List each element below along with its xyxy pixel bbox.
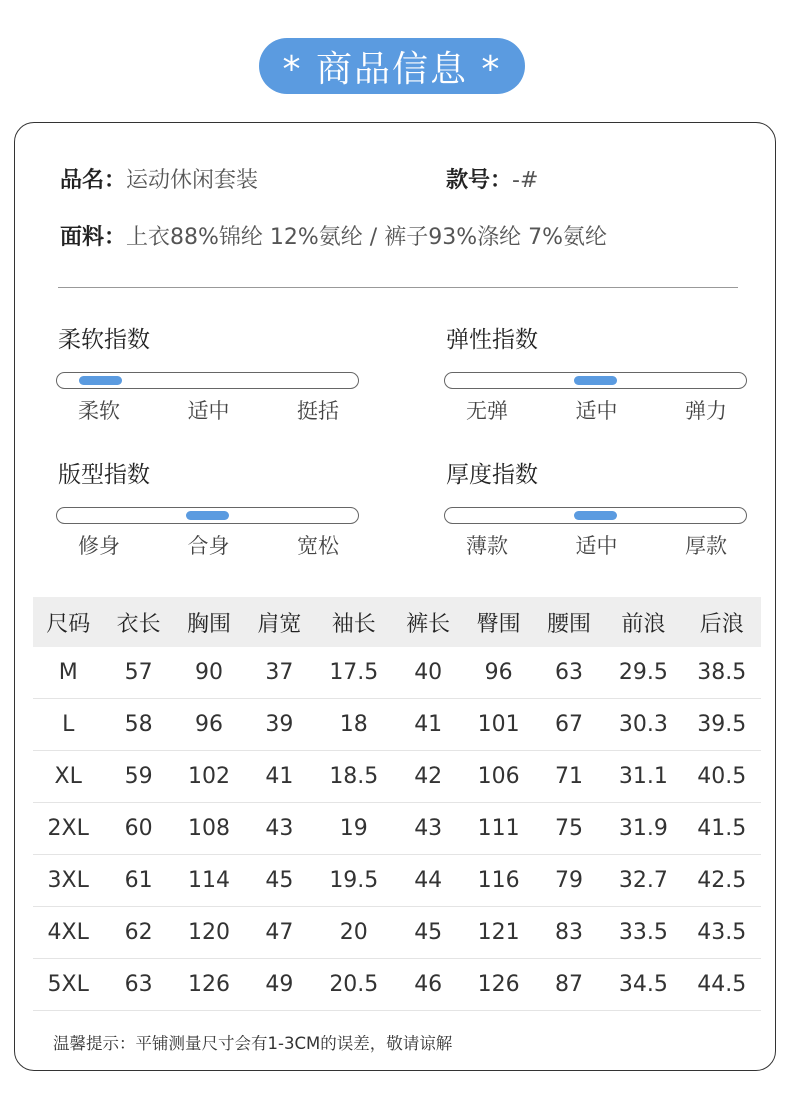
header-cell: 前浪: [604, 597, 682, 647]
table-cell: 62: [103, 907, 173, 959]
index-track: [56, 507, 359, 524]
softness-index: [56, 321, 361, 425]
table-cell: 108: [174, 803, 244, 855]
divider: [58, 287, 738, 288]
index-label-mid: 适中: [575, 399, 618, 423]
fabric-row: [60, 220, 607, 251]
index-label-high: 宽松: [297, 534, 339, 558]
header-cell: 后浪: [683, 597, 761, 647]
size-cell: XL: [33, 751, 103, 803]
section-title: * 商品信息 *: [259, 38, 525, 94]
table-cell: 32.7: [604, 855, 682, 907]
header-cell: 胸围: [174, 597, 244, 647]
index-knob: [79, 376, 122, 385]
size-cell: 2XL: [33, 803, 103, 855]
index-name: 厚度指数: [446, 462, 538, 488]
table-cell: 101: [463, 699, 533, 751]
header-cell: 臀围: [463, 597, 533, 647]
table-cell: 20.5: [315, 959, 393, 1011]
product-name-value: 运动休闲套装: [126, 168, 259, 193]
table-cell: 71: [534, 751, 604, 803]
table-cell: 79: [534, 855, 604, 907]
product-code-row: [446, 163, 538, 194]
index-label-mid: 适中: [187, 399, 230, 423]
table-cell: 43: [244, 803, 314, 855]
index-label-high: 厚款: [685, 534, 727, 558]
table-cell: 44.5: [683, 959, 761, 1011]
table-cell: 41.5: [683, 803, 761, 855]
size-cell: L: [33, 699, 103, 751]
table-cell: 19.5: [315, 855, 393, 907]
table-cell: 57: [103, 647, 173, 699]
table-cell: 114: [174, 855, 244, 907]
table-cell: 120: [174, 907, 244, 959]
table-cell: 39.5: [683, 699, 761, 751]
index-label-low: 薄款: [466, 534, 508, 558]
table-cell: 42.5: [683, 855, 761, 907]
table-cell: 31.1: [604, 751, 682, 803]
index-label-low: 无弹: [466, 399, 508, 423]
table-cell: 83: [534, 907, 604, 959]
table-cell: 40: [393, 647, 463, 699]
table-cell: 96: [174, 699, 244, 751]
table-cell: 17.5: [315, 647, 393, 699]
table-cell: 42: [393, 751, 463, 803]
index-label-high: 弹力: [685, 399, 727, 423]
table-cell: 90: [174, 647, 244, 699]
index-track: [444, 507, 747, 524]
table-cell: 40.5: [683, 751, 761, 803]
table-cell: 60: [103, 803, 173, 855]
product-name-label: 品名：: [60, 168, 127, 193]
header-cell: 肩宽: [244, 597, 314, 647]
header-cell: 裤长: [393, 597, 463, 647]
table-cell: 59: [103, 751, 173, 803]
table-cell: 126: [174, 959, 244, 1011]
index-track: [444, 372, 747, 389]
index-label-low: 柔软: [78, 399, 120, 423]
thickness-index: [444, 456, 749, 560]
table-cell: 34.5: [604, 959, 682, 1011]
table-cell: 18.5: [315, 751, 393, 803]
table-cell: 45: [244, 855, 314, 907]
table-row: [33, 803, 761, 855]
table-row: [33, 647, 761, 699]
fit-index: [56, 456, 361, 560]
index-track: [56, 372, 359, 389]
header-cell: 袖长: [315, 597, 393, 647]
fabric-label: 面料：: [60, 225, 127, 250]
header-cell: 尺码: [33, 597, 103, 647]
table-cell: 44: [393, 855, 463, 907]
index-knob: [574, 376, 617, 385]
index-label-mid: 合身: [187, 534, 230, 558]
size-table-header: [33, 597, 761, 647]
table-cell: 37: [244, 647, 314, 699]
index-label-mid: 适中: [575, 534, 618, 558]
measurement-tip: 温馨提示：平铺测量尺寸会有1-3CM的误差，敬请谅解: [53, 1034, 453, 1053]
index-name: 版型指数: [58, 462, 150, 488]
table-row: [33, 959, 761, 1011]
table-cell: 67: [534, 699, 604, 751]
table-row: [33, 907, 761, 959]
header-cell: 衣长: [103, 597, 173, 647]
product-name-row: [60, 163, 258, 194]
table-cell: 18: [315, 699, 393, 751]
table-cell: 31.9: [604, 803, 682, 855]
index-label-high: 挺括: [297, 399, 339, 423]
size-cell: 5XL: [33, 959, 103, 1011]
table-cell: 30.3: [604, 699, 682, 751]
table-cell: 61: [103, 855, 173, 907]
index-knob: [574, 511, 617, 520]
table-cell: 75: [534, 803, 604, 855]
table-cell: 33.5: [604, 907, 682, 959]
table-cell: 49: [244, 959, 314, 1011]
product-code-value: -#: [512, 168, 539, 193]
table-cell: 29.5: [604, 647, 682, 699]
index-name: 弹性指数: [446, 327, 538, 353]
table-row: [33, 699, 761, 751]
table-cell: 102: [174, 751, 244, 803]
table-row: [33, 751, 761, 803]
table-cell: 47: [244, 907, 314, 959]
table-cell: 46: [393, 959, 463, 1011]
table-cell: 41: [244, 751, 314, 803]
table-cell: 38.5: [683, 647, 761, 699]
table-cell: 41: [393, 699, 463, 751]
table-cell: 106: [463, 751, 533, 803]
index-knob: [186, 511, 229, 520]
table-cell: 43: [393, 803, 463, 855]
table-cell: 19: [315, 803, 393, 855]
table-cell: 126: [463, 959, 533, 1011]
table-cell: 39: [244, 699, 314, 751]
table-cell: 121: [463, 907, 533, 959]
table-cell: 20: [315, 907, 393, 959]
table-cell: 45: [393, 907, 463, 959]
header-cell: 腰围: [534, 597, 604, 647]
table-cell: 96: [463, 647, 533, 699]
index-label-low: 修身: [78, 534, 120, 558]
table-cell: 43.5: [683, 907, 761, 959]
size-cell: M: [33, 647, 103, 699]
index-name: 柔软指数: [58, 327, 150, 353]
table-cell: 116: [463, 855, 533, 907]
fabric-value: 上衣88%锦纶 12%氨纶 / 裤子93%涤纶 7%氨纶: [126, 225, 607, 250]
table-cell: 58: [103, 699, 173, 751]
table-cell: 63: [534, 647, 604, 699]
size-cell: 3XL: [33, 855, 103, 907]
product-code-label: 款号：: [446, 168, 513, 193]
elasticity-index: [444, 321, 749, 425]
table-cell: 87: [534, 959, 604, 1011]
size-cell: 4XL: [33, 907, 103, 959]
table-cell: 111: [463, 803, 533, 855]
table-cell: 63: [103, 959, 173, 1011]
size-table: [33, 597, 761, 1011]
table-row: [33, 855, 761, 907]
